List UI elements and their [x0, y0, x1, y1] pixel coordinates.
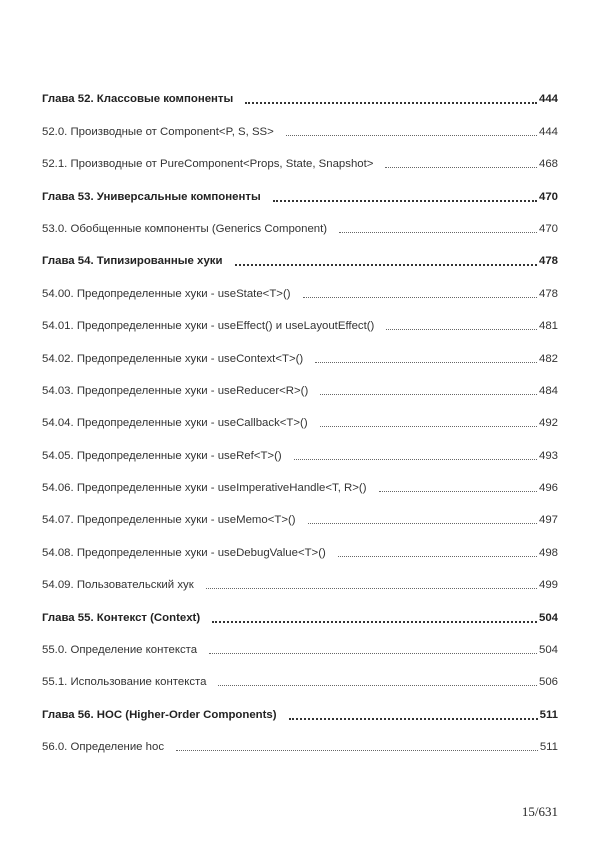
- dot-leader: [320, 394, 537, 395]
- toc-entry-page: 496: [538, 482, 558, 495]
- toc-entry-title: 54.03. Предопределенные хуки - useReducer<R>(): [42, 384, 309, 397]
- toc-entry-title: Глава 56. HOC (Higher-Order Components): [42, 708, 277, 721]
- dot-leader: [289, 718, 538, 720]
- table-of-contents: [42, 74, 558, 754]
- dot-leader: [315, 362, 537, 363]
- toc-entry-title: 55.1. Использование контекста: [42, 676, 207, 689]
- toc-entry[interactable]: [42, 625, 558, 657]
- toc-entry[interactable]: [42, 236, 558, 268]
- toc-entry-page: 511: [539, 708, 558, 721]
- toc-entry[interactable]: [42, 722, 558, 754]
- toc-entry-page: 493: [538, 449, 558, 462]
- toc-entry-title: 52.1. Производные от PureComponent<Props, State, Snapshot>: [42, 158, 374, 171]
- toc-entry-page: 498: [538, 546, 558, 559]
- dot-leader: [176, 750, 538, 751]
- toc-entry[interactable]: [42, 204, 558, 236]
- toc-entry[interactable]: [42, 592, 558, 624]
- toc-entry-title: 52.0. Производные от Component<P, S, SS>: [42, 125, 274, 138]
- dot-leader: [320, 426, 537, 427]
- toc-entry[interactable]: [42, 74, 558, 106]
- toc-entry[interactable]: [42, 333, 558, 365]
- toc-entry[interactable]: [42, 268, 558, 300]
- dot-leader: [273, 200, 537, 202]
- dot-leader: [286, 135, 537, 136]
- toc-entry-page: 492: [538, 417, 558, 430]
- toc-entry[interactable]: [42, 689, 558, 721]
- toc-entry-page: 444: [538, 93, 558, 106]
- toc-entry[interactable]: [42, 366, 558, 398]
- toc-entry-title: 54.02. Предопределенные хуки - useContext<T>(): [42, 352, 304, 365]
- toc-entry-page: 497: [538, 514, 558, 527]
- dot-leader: [212, 621, 537, 623]
- toc-entry-page: 478: [538, 255, 558, 268]
- toc-entry-title: 53.0. Обобщенные компоненты (Generics Component): [42, 222, 328, 235]
- toc-entry-title: 56.0. Определение hoc: [42, 741, 165, 754]
- dot-leader: [206, 588, 537, 589]
- toc-entry-title: 54.00. Предопределенные хуки - useState<T>(): [42, 287, 291, 300]
- toc-entry-page: 506: [538, 676, 558, 689]
- toc-entry-page: 470: [538, 222, 558, 235]
- toc-entry-page: 504: [538, 611, 558, 624]
- toc-entry-title: 54.05. Предопределенные хуки - useRef<T>(): [42, 449, 282, 462]
- toc-entry-page: 484: [538, 384, 558, 397]
- toc-entry[interactable]: [42, 463, 558, 495]
- toc-entry-title: Глава 52. Классовые компоненты: [42, 93, 234, 106]
- dot-leader: [303, 297, 537, 298]
- toc-entry-title: Глава 54. Типизированные хуки: [42, 255, 223, 268]
- toc-entry-page: 511: [539, 741, 558, 754]
- toc-entry[interactable]: [42, 139, 558, 171]
- toc-entry[interactable]: [42, 560, 558, 592]
- dot-leader: [245, 102, 537, 104]
- toc-entry-title: 54.08. Предопределенные хуки - useDebugValue<T>(): [42, 546, 326, 559]
- toc-entry-page: 468: [538, 158, 558, 171]
- toc-entry-title: 54.04. Предопределенные хуки - useCallback<T>(): [42, 417, 308, 430]
- toc-entry-page: 482: [538, 352, 558, 365]
- toc-entry[interactable]: [42, 171, 558, 203]
- dot-leader: [338, 556, 537, 557]
- toc-entry-page: 481: [538, 320, 558, 333]
- toc-entry-page: 478: [538, 287, 558, 300]
- toc-entry[interactable]: [42, 106, 558, 138]
- toc-entry-page: 470: [538, 190, 558, 203]
- toc-entry[interactable]: [42, 495, 558, 527]
- toc-entry-title: 54.01. Предопределенные хуки - useEffect() и useLayoutEffect(): [42, 320, 375, 333]
- dot-leader: [218, 685, 537, 686]
- toc-entry-title: 54.07. Предопределенные хуки - useMemo<T>(): [42, 514, 296, 527]
- toc-entry-page: 444: [538, 125, 558, 138]
- toc-entry[interactable]: [42, 527, 558, 559]
- page-indicator: 15/631: [521, 804, 558, 819]
- dot-leader: [385, 167, 537, 168]
- toc-entry[interactable]: [42, 430, 558, 462]
- toc-entry[interactable]: [42, 398, 558, 430]
- toc-entry-title: 54.09. Пользовательский хук: [42, 579, 194, 592]
- dot-leader: [339, 232, 537, 233]
- dot-leader: [235, 264, 537, 266]
- toc-entry[interactable]: [42, 301, 558, 333]
- dot-leader: [294, 459, 537, 460]
- dot-leader: [209, 653, 537, 654]
- toc-entry[interactable]: [42, 657, 558, 689]
- toc-entry-page: 499: [538, 579, 558, 592]
- dot-leader: [379, 491, 537, 492]
- dot-leader: [308, 523, 537, 524]
- toc-entry-title: 54.06. Предопределенные хуки - useImperativeHandle<T, R>(): [42, 482, 367, 495]
- toc-entry-title: 55.0. Определение контекста: [42, 644, 198, 657]
- dot-leader: [386, 329, 537, 330]
- toc-entry-title: Глава 55. Контекст (Context): [42, 611, 201, 624]
- toc-entry-title: Глава 53. Универсальные компоненты: [42, 190, 261, 203]
- toc-entry-page: 504: [538, 644, 558, 657]
